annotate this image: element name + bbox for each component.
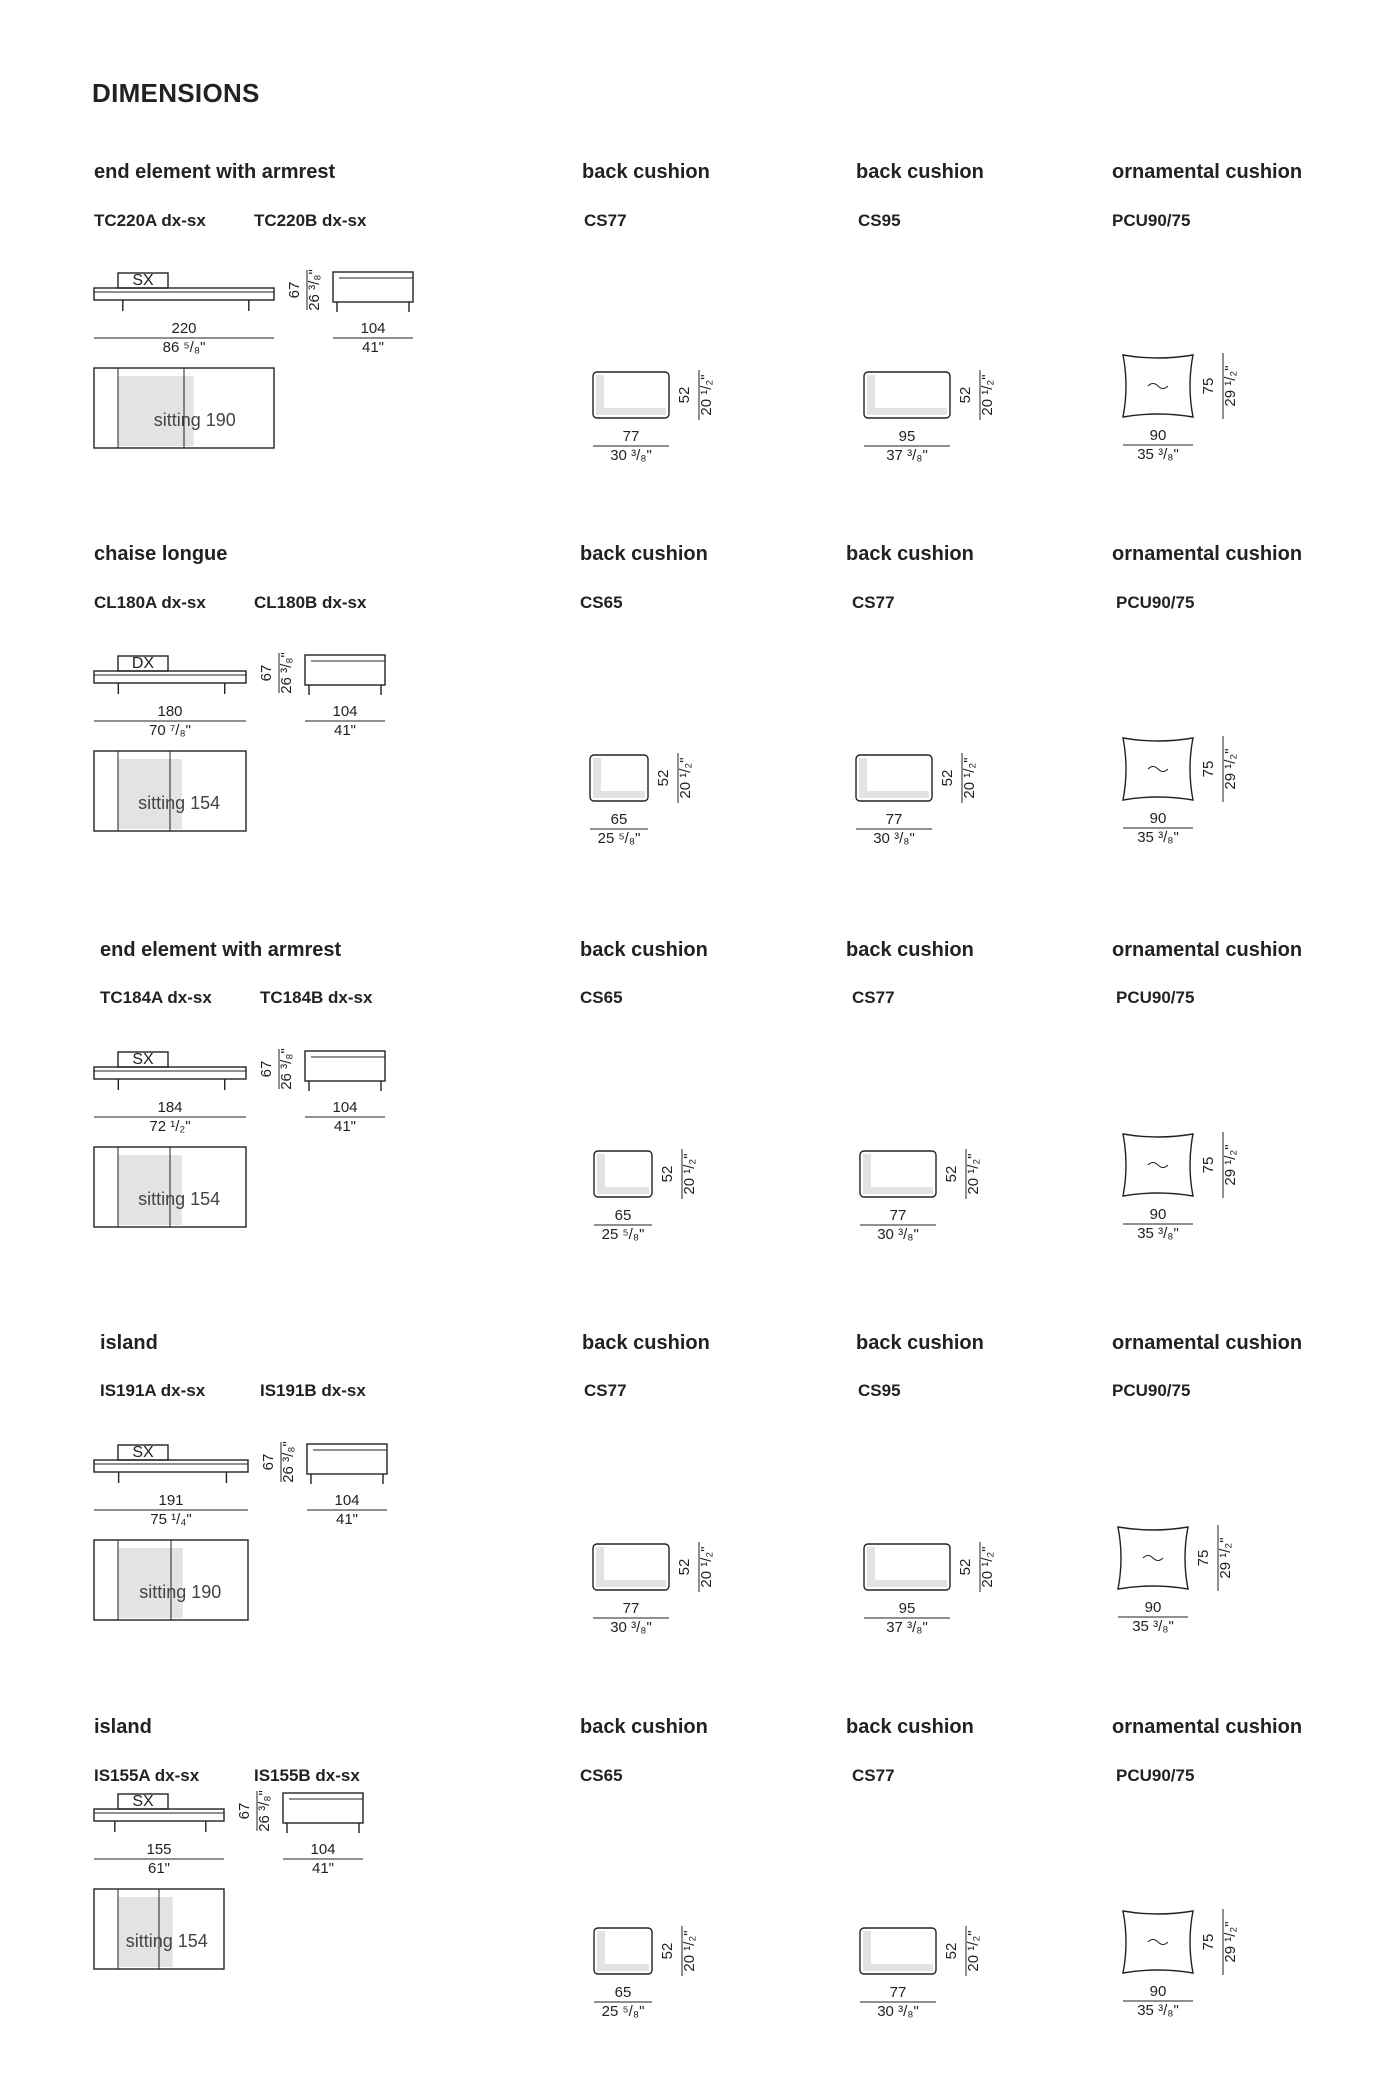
cushion-code: CS65 [580,593,623,612]
width-cm: 155 [146,1841,172,1858]
sofa-drawing [0,929,400,1289]
cushion-drawing [856,150,1056,510]
width-cm: 191 [158,1492,184,1509]
height-cm: 67 [260,1453,277,1471]
width-in: 35 ³/₈" [1137,1225,1179,1242]
sofa-code-a: IS191A dx-sx [100,1381,206,1400]
width-in: 61" [147,1860,171,1877]
width-in: 35 ³/₈" [1137,446,1179,463]
height-in: 29 ¹/₂" [1222,365,1239,407]
height-cm: 67 [286,281,303,299]
width-in: 30 ³/₈" [877,1226,919,1243]
sofa-title: end element with armrest [94,161,336,183]
cushion-code: PCU90/75 [1112,1381,1191,1400]
height-cm: 52 [676,1558,693,1576]
width-cm: 90 [1149,810,1167,827]
sofa-drawing [0,1322,400,1682]
height-cm: 52 [655,769,672,787]
sofa-code-a: TC220A dx-sx [94,211,206,230]
height-in: 26 ³/₈" [256,1790,273,1832]
sitting-depth-label: sitting 190 [153,410,236,430]
sitting-depth-label: sitting 154 [138,1189,221,1209]
height-in: 26 ³/₈" [278,652,295,694]
sofa-code-b: TC184B dx-sx [260,988,373,1007]
cushion-drawing [852,1706,1052,2066]
back-cushion-shade [859,791,929,798]
cushion-code: CS77 [584,1381,627,1400]
height-in: 20 ¹/₂" [965,1930,982,1972]
width-cm: 184 [157,1099,183,1116]
height-cm: 67 [236,1802,253,1820]
sofa-code-a: TC184A dx-sx [100,988,212,1007]
cushion-drawing [585,150,785,510]
sofa-seat-outline [94,1067,246,1079]
height-cm: 75 [1200,1156,1217,1174]
ornamental-cushion-seam [1148,384,1168,389]
width-in: 25 ⁵/₈" [597,830,641,847]
depth-in: 41" [335,1511,359,1528]
sofa-title: island [94,1716,152,1738]
product-row [0,533,1400,923]
page-title: DIMENSIONS [92,78,260,108]
sofa-seat-outline [94,288,274,300]
depth-cm: 104 [332,1099,358,1116]
depth-cm: 104 [310,1841,336,1858]
cushion-title: back cushion [580,543,708,565]
cushion-code: CS77 [852,593,895,612]
cushion-title: back cushion [580,939,708,961]
depth-in: 41" [361,339,385,356]
cushion-code: CS77 [852,1766,895,1785]
height-in: 29 ¹/₂" [1222,1144,1239,1186]
height-cm: 52 [943,1942,960,1960]
width-in: 30 ³/₈" [873,830,915,847]
cushion-title: back cushion [846,939,974,961]
sofa-drawing [0,150,400,510]
back-cushion-shade [597,1187,649,1194]
side-label: SX [132,1444,154,1461]
height-in: 20 ¹/₂" [979,374,996,416]
height-cm: 52 [659,1942,676,1960]
sofa-drawing [0,1706,400,2066]
sitting-depth-label: sitting 190 [139,1582,222,1602]
height-cm: 52 [676,386,693,404]
sofa-side-outline [283,1793,363,1823]
sofa-code-b: TC220B dx-sx [254,211,367,230]
sitting-depth-label: sitting 154 [125,1931,208,1951]
product-row [0,1706,1400,2096]
height-in: 20 ¹/₂" [979,1546,996,1588]
cushion-title: back cushion [582,161,710,183]
cushion-title: ornamental cushion [1112,1716,1303,1738]
cushion-drawing [848,533,1048,893]
cushion-drawing [1115,1706,1315,2066]
height-in: 29 ¹/₂" [1222,1921,1239,1963]
width-cm: 95 [898,1600,916,1617]
width-cm: 65 [614,1207,632,1224]
sofa-code-a: IS155A dx-sx [94,1766,200,1785]
width-in: 37 ³/₈" [886,1619,928,1636]
height-in: 26 ³/₈" [306,269,323,311]
product-row [0,1322,1400,1712]
width-in: 25 ⁵/₈" [601,2003,645,2020]
width-in: 72 ¹/₂" [149,1118,191,1135]
sofa-side-outline [307,1444,387,1474]
width-in: 35 ³/₈" [1137,829,1179,846]
height-in: 20 ¹/₂" [698,374,715,416]
sofa-title: island [100,1332,158,1354]
back-cushion-shade [863,1187,933,1194]
height-in: 20 ¹/₂" [677,757,694,799]
depth-in: 41" [333,722,357,739]
side-label: SX [132,1793,154,1810]
ornamental-cushion-seam [1143,1556,1163,1561]
cushion-drawing [586,929,786,1289]
cushion-title: back cushion [846,1716,974,1738]
cushion-title: ornamental cushion [1112,543,1303,565]
sofa-seat-outline [94,1460,248,1472]
back-cushion-shade [596,1580,666,1587]
cushion-code: PCU90/75 [1116,593,1195,612]
width-cm: 90 [1144,1599,1162,1616]
sofa-code-b: IS191B dx-sx [260,1381,366,1400]
height-in: 20 ¹/₂" [698,1546,715,1588]
cushion-title: back cushion [856,161,984,183]
cushion-code: CS77 [852,988,895,1007]
cushion-drawing [1110,1322,1310,1682]
height-in: 29 ¹/₂" [1217,1537,1234,1579]
height-cm: 75 [1200,760,1217,778]
width-in: 75 ¹/₄" [150,1511,192,1528]
height-cm: 75 [1195,1549,1212,1567]
cushion-code: PCU90/75 [1116,1766,1195,1785]
height-in: 20 ¹/₂" [681,1153,698,1195]
sofa-drawing [0,533,400,893]
cushion-code: CS77 [584,211,627,230]
width-cm: 220 [171,320,197,337]
product-row [0,150,1400,540]
cushion-code: PCU90/75 [1112,211,1191,230]
height-cm: 52 [957,1558,974,1576]
sofa-title: chaise longue [94,543,228,565]
sofa-title: end element with armrest [100,939,342,961]
cushion-drawing [1115,929,1315,1289]
cushion-code: PCU90/75 [1116,988,1195,1007]
width-in: 25 ⁵/₈" [601,1226,645,1243]
width-cm: 90 [1149,427,1167,444]
depth-cm: 104 [334,1492,360,1509]
depth-cm: 104 [332,703,358,720]
cushion-drawing [1115,150,1315,510]
cushion-code: CS95 [858,1381,901,1400]
height-cm: 52 [943,1165,960,1183]
height-in: 29 ¹/₂" [1222,748,1239,790]
width-cm: 180 [157,703,183,720]
cushion-drawing [582,533,782,893]
sofa-code-b: IS155B dx-sx [254,1766,360,1785]
width-cm: 77 [889,1207,907,1224]
back-cushion-shade [597,1964,649,1971]
side-label: SX [132,1051,154,1068]
depth-in: 41" [311,1860,335,1877]
height-in: 20 ¹/₂" [961,757,978,799]
width-in: 35 ³/₈" [1132,1618,1174,1635]
back-cushion-shade [863,1964,933,1971]
cushion-drawing [586,1706,786,2066]
width-cm: 77 [622,1600,640,1617]
height-cm: 75 [1200,377,1217,395]
height-cm: 52 [957,386,974,404]
width-cm: 65 [614,1984,632,2001]
cushion-title: back cushion [846,543,974,565]
back-cushion-shade [593,791,645,798]
width-in: 70 ⁷/₈" [149,722,191,739]
width-cm: 65 [610,811,628,828]
cushion-title: ornamental cushion [1112,1332,1303,1354]
height-cm: 52 [659,1165,676,1183]
ornamental-cushion-seam [1148,1163,1168,1168]
sitting-depth-label: sitting 154 [138,793,221,813]
height-in: 26 ³/₈" [280,1441,297,1483]
depth-cm: 104 [360,320,386,337]
width-cm: 77 [622,428,640,445]
cushion-title: ornamental cushion [1112,939,1303,961]
width-in: 37 ³/₈" [886,447,928,464]
height-cm: 52 [939,769,956,787]
sofa-side-outline [305,655,385,685]
height-cm: 67 [258,664,275,682]
cushion-code: CS65 [580,1766,623,1785]
back-cushion-shade [867,1580,947,1587]
sofa-code-b: CL180B dx-sx [254,593,367,612]
cushion-title: back cushion [856,1332,984,1354]
cushion-title: back cushion [580,1716,708,1738]
ornamental-cushion-seam [1148,1940,1168,1945]
cushion-drawing [856,1322,1056,1682]
cushion-drawing [585,1322,785,1682]
width-cm: 77 [889,1984,907,2001]
product-row [0,929,1400,1319]
sofa-seat-outline [94,671,246,683]
width-in: 30 ³/₈" [610,1619,652,1636]
width-in: 30 ³/₈" [610,447,652,464]
ornamental-cushion-seam [1148,767,1168,772]
width-in: 86 ⁵/₈" [162,339,206,356]
height-in: 20 ¹/₂" [681,1930,698,1972]
sofa-seat-outline [94,1809,224,1821]
cushion-title: back cushion [582,1332,710,1354]
side-label: DX [131,655,155,672]
sofa-code-a: CL180A dx-sx [94,593,206,612]
cushion-title: ornamental cushion [1112,161,1303,183]
side-label: SX [132,272,154,289]
cushion-drawing [1115,533,1315,893]
width-in: 30 ³/₈" [877,2003,919,2020]
width-cm: 95 [898,428,916,445]
width-cm: 90 [1149,1206,1167,1223]
back-cushion-shade [867,408,947,415]
height-in: 26 ³/₈" [278,1048,295,1090]
width-cm: 77 [885,811,903,828]
height-cm: 75 [1200,1933,1217,1951]
width-in: 35 ³/₈" [1137,2002,1179,2019]
sofa-side-outline [333,272,413,302]
cushion-drawing [852,929,1052,1289]
cushion-code: CS65 [580,988,623,1007]
width-cm: 90 [1149,1983,1167,2000]
height-in: 20 ¹/₂" [965,1153,982,1195]
depth-in: 41" [333,1118,357,1135]
height-cm: 67 [258,1060,275,1078]
back-cushion-shade [596,408,666,415]
cushion-code: CS95 [858,211,901,230]
sofa-side-outline [305,1051,385,1081]
